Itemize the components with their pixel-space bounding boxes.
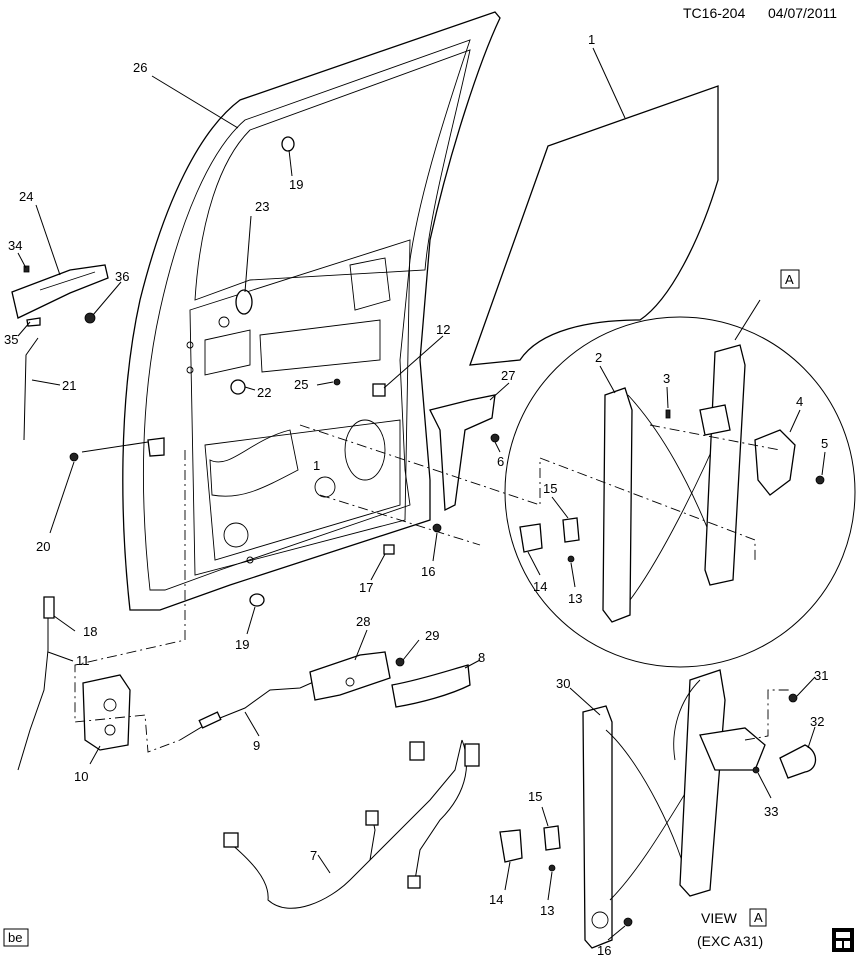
callout-32: 32 [810, 714, 825, 729]
callout-1: 1 [588, 32, 596, 47]
bolt-5 [816, 476, 824, 484]
callout-16-door: 16 [421, 564, 436, 579]
clip-18 [44, 597, 54, 618]
callout-31: 31 [814, 668, 829, 683]
callout-14-detail: 14 [533, 579, 548, 594]
callout-5: 5 [821, 436, 829, 451]
callout-22: 22 [257, 385, 272, 400]
callout-11: 11 [76, 653, 90, 668]
callout-3: 3 [663, 371, 671, 386]
callout-2: 2 [595, 350, 603, 365]
callout-36: 36 [115, 269, 130, 284]
callout-8: 8 [478, 650, 486, 665]
view-a-letter: A [785, 272, 794, 287]
view-letter: A [754, 910, 763, 925]
callout-14-lower: 14 [489, 892, 504, 907]
plug-23 [236, 290, 252, 314]
callout-33: 33 [764, 804, 779, 819]
callout-9: 9 [253, 738, 261, 753]
bolt-20 [70, 453, 78, 461]
callout-6: 6 [497, 454, 505, 469]
view-label: VIEW [701, 910, 737, 926]
clip-12 [373, 384, 385, 396]
callout-23: 23 [255, 199, 270, 214]
bolt-6 [491, 434, 499, 442]
window-regulator-power [603, 345, 745, 622]
diagram-date: 04/07/2011 [768, 5, 838, 21]
door-frame [123, 12, 500, 610]
clip-17 [384, 545, 394, 554]
bracket-27 [430, 395, 495, 510]
lang-tag: be [8, 930, 23, 945]
cable-9 [180, 680, 318, 740]
bolt-13-detail [568, 556, 574, 562]
regulator-motor [755, 430, 795, 495]
bolt-25 [334, 379, 340, 385]
plug-19-lower [250, 594, 264, 606]
callout-12: 12 [436, 322, 451, 337]
window-regulator-manual [583, 670, 765, 948]
screw-34 [24, 266, 29, 272]
callout-24: 24 [19, 189, 34, 204]
bolt-16-door [433, 524, 441, 532]
door-latch [83, 675, 130, 750]
callout-35: 35 [4, 332, 19, 347]
clip-14-lower [500, 830, 522, 862]
plug-22 [231, 380, 245, 394]
callout-19-lower: 19 [235, 637, 250, 652]
wiring-harness [230, 740, 462, 908]
callout-1-glass: 1 [313, 458, 321, 473]
clip-35 [27, 318, 40, 326]
bracket-on-door [148, 438, 164, 456]
callout-34: 34 [8, 238, 23, 253]
rod-11 [18, 605, 48, 770]
bolt-13-lower [549, 865, 555, 871]
outside-handle [12, 265, 108, 318]
bolt-33 [753, 767, 759, 773]
bolt-16-lower [624, 918, 632, 926]
rod-21 [24, 338, 38, 440]
callout-10: 10 [74, 769, 89, 784]
callout-29: 29 [425, 628, 440, 643]
bolt-3 [666, 410, 670, 418]
callout-30: 30 [556, 676, 571, 691]
reference-code: TC16-204 [683, 5, 746, 21]
bolt-31 [789, 694, 797, 702]
inside-handle [310, 652, 390, 700]
callout-16-lower: 16 [597, 943, 612, 958]
publication-icon [832, 928, 854, 952]
callout-20: 20 [36, 539, 51, 554]
clip-15-lower [544, 826, 560, 850]
callout-15-detail: 15 [543, 481, 558, 496]
callout-18: 18 [83, 624, 98, 639]
handle-32 [780, 745, 816, 778]
callout-27: 27 [501, 368, 516, 383]
bolt-29 [396, 658, 404, 666]
callout-15-lower: 15 [528, 789, 543, 804]
callout-13-detail: 13 [568, 591, 583, 606]
clip-15-detail [563, 518, 579, 542]
detail-view-a [505, 317, 855, 667]
clip-14-detail [520, 524, 542, 552]
view-note: (EXC A31) [697, 933, 764, 949]
callout-17: 17 [359, 580, 374, 595]
callout-13-lower: 13 [540, 903, 555, 918]
callout-4: 4 [796, 394, 804, 409]
callout-28: 28 [356, 614, 371, 629]
plug-19-upper [282, 137, 294, 151]
callout-19-upper: 19 [289, 177, 304, 192]
callout-7: 7 [310, 848, 318, 863]
callout-26: 26 [133, 60, 148, 75]
bezel-8 [392, 665, 470, 707]
callout-25: 25 [294, 377, 309, 392]
callout-21: 21 [62, 378, 77, 393]
door-glass [470, 86, 718, 365]
